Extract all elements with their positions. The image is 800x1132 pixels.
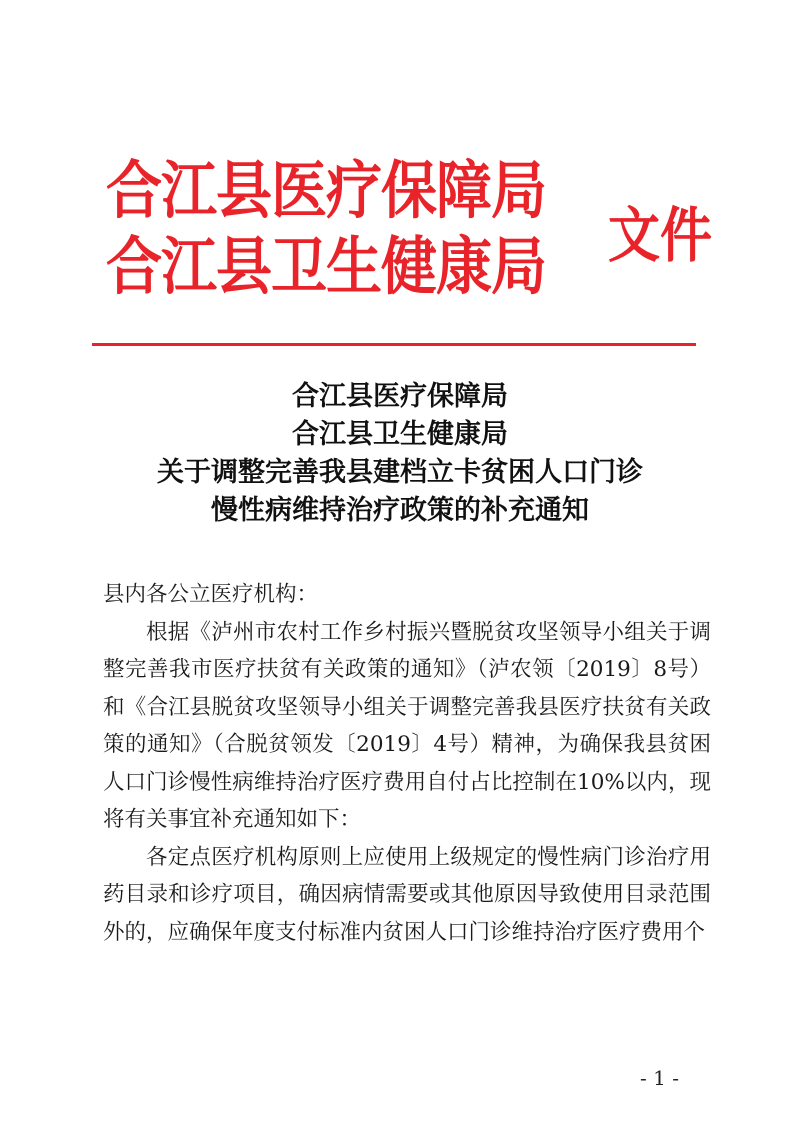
header-document-suffix: 文件 [608,200,713,271]
title-line-3: 关于调整完善我县建档立卡贫困人口门诊 [157,457,643,488]
body-paragraph-2: 各定点医疗机构原则上应使用上级规定的慢性病门诊治疗用药目录和诊疗项目，确因病情需要或其他原因导致使用目录范围外的，应确保年度支付标准内贫困人口门诊维持治疗医疗费用个 [103,844,711,945]
header-issuer-health: 合江县卫生健康局 [106,230,546,304]
red-header [100,150,720,320]
salutation: 县内各公立医疗机构： [103,582,319,607]
title-line-4: 慢性病维持治疗政策的补充通知 [211,495,589,526]
body-paragraph-1: 根据《泸州市农村工作乡村振兴暨脱贫攻坚领导小组关于调整完善我市医疗扶贫有关政策的通知》（泸农领〔2019〕8号）和《合江县脱贫攻坚领导小组关于调整完善我县医疗扶贫有关政策的通知》（合脱贫领发〔2019〕4号）精神，为确保我县贫困人口门诊慢性病维持治疗医疗费用自付占比控制在10%以内，现将有关事宜补充通知如下： [103,619,711,832]
page-number: - 1 - [640,1066,679,1090]
title-line-1: 合江县医疗保障局 [292,381,508,412]
header-issuer-medical-security: 合江县医疗保障局 [106,154,546,228]
document-body [103,576,711,951]
title-line-2: 合江县卫生健康局 [292,419,508,450]
red-separator-line [92,343,696,346]
document-title [60,378,740,530]
